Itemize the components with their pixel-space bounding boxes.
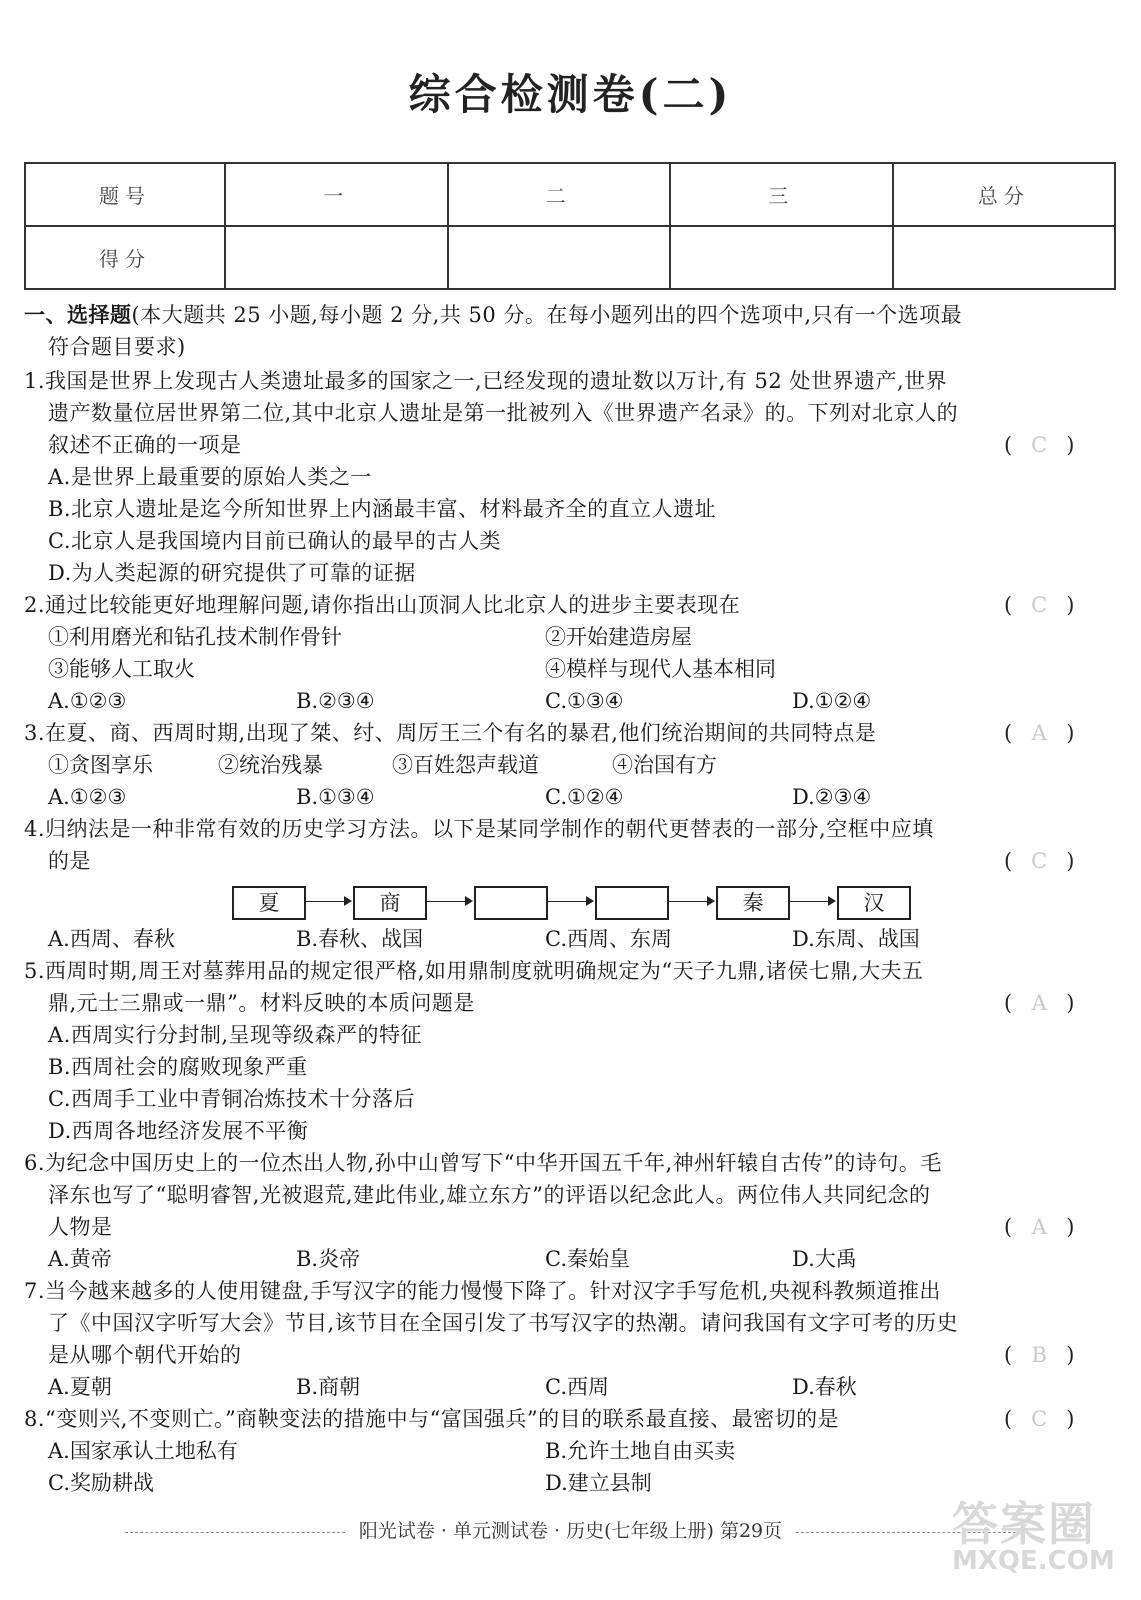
score-header-cell: 二 [448,163,671,226]
watermark-text: 答案圈 [952,1497,1096,1551]
question-8-option-c[interactable]: C.奖励耕战 [48,1471,154,1495]
question-5-option-c[interactable]: C.西周手工业中青铜冶炼技术十分落后 [48,1087,415,1111]
question-3-option-a[interactable]: A.①②③ [48,785,127,809]
question-4-option-a[interactable]: A.西周、春秋 [48,927,175,951]
question-6-option-a[interactable]: A.黄帝 [48,1247,112,1271]
question-8-option-a[interactable]: A.国家承认土地私有 [48,1439,238,1463]
question-3-answer: ( A ) [1004,721,1075,745]
question-7-stem: 了《中国汉字听写大会》节目,该节目在全国引发了书写汉字的热潮。请问我国有文字可考的历史 [48,1311,959,1335]
watermark-logo [952,1488,1132,1588]
question-2-statement: ②开始建造房屋 [545,625,692,649]
question-2-answer: ( C ) [1004,593,1075,617]
question-2-option-c[interactable]: C.①③④ [545,689,624,713]
question-3-statement: ①贪图享乐 [48,753,153,777]
question-8-option-b[interactable]: B.允许土地自由买卖 [545,1439,736,1463]
arrow-right-icon [548,901,592,902]
question-2-statement: ①利用磨光和钻孔技术制作骨针 [48,625,342,649]
question-1-stem: 遗产数量位居世界第二位,其中北京人遗址是第一批被列入《世界遗产名录》的。下列对北京人的 [48,401,959,425]
question-5-answer: ( A ) [1004,991,1075,1015]
answer-mark: C [1031,1407,1048,1431]
question-7-answer: ( B ) [1004,1343,1075,1367]
question-4-stem: 的是 [48,849,91,873]
question-1-option-c[interactable]: C.北京人是我国境内目前已确认的最早的古人类 [48,529,501,553]
question-6-stem: 泽东也写了“聪明睿智,光被遐荒,建此伟业,雄立东方”的评语以纪念此人。两位伟人共同纪念的 [48,1183,931,1207]
question-2-statement: ④模样与现代人基本相同 [545,657,776,681]
answer-mark: A [1031,991,1047,1015]
score-table-score-row [25,226,1115,289]
answer-mark: B [1031,1343,1047,1367]
section-desc-cont: 符合题目要求) [48,335,186,359]
question-7-option-c[interactable]: C.西周 [545,1375,609,1399]
question-6-stem: 人物是 [48,1215,113,1239]
question-3-option-d[interactable]: D.②③④ [792,785,872,809]
section-desc: (本大题共 25 小题,每小题 2 分,共 50 分。在每小题列出的四个选项中,只有一个选项最 [131,303,963,327]
question-5-option-b[interactable]: B.西周社会的腐败现象严重 [48,1055,308,1079]
question-1-stem: 叙述不正确的一项是 [48,433,242,457]
question-6-option-b[interactable]: B.炎帝 [296,1247,361,1271]
score-table [24,162,1116,290]
arrow-right-icon [790,901,834,902]
question-2-option-b[interactable]: B.②③④ [296,689,375,713]
score-row-label: 得分 [25,226,225,289]
question-1-option-d[interactable]: D.为人类起源的研究提供了可靠的证据 [48,561,416,585]
question-3-stem: 3.在夏、商、西周时期,出现了桀、纣、周厉王三个有名的暴君,他们统治期间的共同特点是 [24,721,877,745]
answer-mark: A [1031,1215,1047,1239]
question-1-option-a[interactable]: A.是世界上最重要的原始人类之一 [48,465,372,489]
dynasty-flow-diagram [232,886,912,920]
question-2-option-d[interactable]: D.①②④ [792,689,872,713]
score-header-cell: 题号 [25,163,225,226]
question-4-option-d[interactable]: D.东周、战国 [792,927,920,951]
score-table-header-row [25,163,1115,226]
page-title: 综合检测卷(二) [408,70,733,119]
question-3-statement: ④治国有方 [612,753,717,777]
answer-mark: C [1031,849,1048,873]
question-5-option-d[interactable]: D.西周各地经济发展不平衡 [48,1119,309,1143]
question-5-stem: 鼎,元士三鼎或一鼎”。材料反映的本质问题是 [48,991,475,1015]
question-2-option-a[interactable]: A.①②③ [48,689,127,713]
section-heading [24,302,962,328]
dynasty-box: 商 [353,886,427,920]
dynasty-box: 夏 [232,886,306,920]
question-4-stem: 4.归纳法是一种非常有效的历史学习方法。以下是某同学制作的朝代更替表的一部分,空框中应填 [24,817,934,841]
question-7-stem: 7.当今越来越多的人使用键盘,手写汉字的能力慢慢下降了。针对汉字手写危机,央视科教频道推出 [24,1279,941,1303]
answer-mark: A [1031,721,1047,745]
answer-mark: C [1031,593,1048,617]
answer-mark: C [1031,433,1048,457]
question-3-statement: ③百姓怨声载道 [392,753,539,777]
arrow-right-icon [427,901,471,902]
question-6-option-c[interactable]: C.秦始皇 [545,1247,630,1271]
question-6-option-d[interactable]: D.大禹 [792,1247,857,1271]
question-7-option-d[interactable]: D.春秋 [792,1375,857,1399]
dynasty-box-blank [474,886,548,920]
question-4-option-c[interactable]: C.西周、东周 [545,927,672,951]
question-8-option-d[interactable]: D.建立县制 [545,1471,652,1495]
question-1-option-b[interactable]: B.北京人遗址是迄今所知世界上内涵最丰富、材料最齐全的直立人遗址 [48,497,717,521]
dynasty-box: 汉 [837,886,911,920]
question-8-stem: 8.“变则兴,不变则亡。”商鞅变法的措施中与“富国强兵”的目的联系最直接、最密切的是 [24,1407,840,1431]
question-1-answer: ( C ) [1004,433,1075,457]
question-2-stem: 2.通过比较能更好地理解问题,请你指出山顶洞人比北京人的进步主要表现在 [24,593,741,617]
question-4-option-b[interactable]: B.春秋、战国 [296,927,424,951]
score-input-cell[interactable] [448,226,671,289]
score-input-cell[interactable] [670,226,893,289]
score-header-cell: 总分 [893,163,1116,226]
question-4-answer: ( C ) [1004,849,1075,873]
footer-divider [125,1532,345,1533]
question-2-statement: ③能够人工取火 [48,657,195,681]
score-input-cell[interactable] [893,226,1116,289]
question-7-option-a[interactable]: A.夏朝 [48,1375,112,1399]
section-title: 一、选择题 [24,302,132,327]
arrow-right-icon [306,901,350,902]
score-header-cell: 一 [225,163,448,226]
score-input-cell[interactable] [225,226,448,289]
question-8-answer: ( C ) [1004,1407,1075,1431]
dynasty-box-blank [595,886,669,920]
question-3-statement: ②统治残暴 [218,753,323,777]
question-3-option-c[interactable]: C.①②④ [545,785,624,809]
question-6-answer: ( A ) [1004,1215,1075,1239]
footer-text: 阳光试卷 · 单元测试卷 · 历史(七年级上册) 第29页 [358,1520,783,1542]
question-6-stem: 6.为纪念中国历史上的一位杰出人物,孙中山曾写下“中华开国五千年,神州轩辕自古传”的诗句。毛 [24,1151,942,1175]
question-1-stem: 1.我国是世界上发现古人类遗址最多的国家之一,已经发现的遗址数以万计,有 52 处世界遗产,世界 [24,369,948,393]
dynasty-box: 秦 [716,886,790,920]
question-5-stem: 5.西周时期,周王对墓葬用品的规定很严格,如用鼎制度就明确规定为“天子九鼎,诸侯七鼎,大夫五 [24,959,924,983]
question-5-option-a[interactable]: A.西周实行分封制,呈现等级森严的特征 [48,1023,423,1047]
question-7-option-b[interactable]: B.商朝 [296,1375,361,1399]
score-header-cell: 三 [670,163,893,226]
arrow-right-icon [669,901,713,902]
question-3-option-b[interactable]: B.①③④ [296,785,375,809]
watermark-url: MXQE.COM [952,1546,1115,1576]
question-7-stem: 是从哪个朝代开始的 [48,1343,242,1367]
